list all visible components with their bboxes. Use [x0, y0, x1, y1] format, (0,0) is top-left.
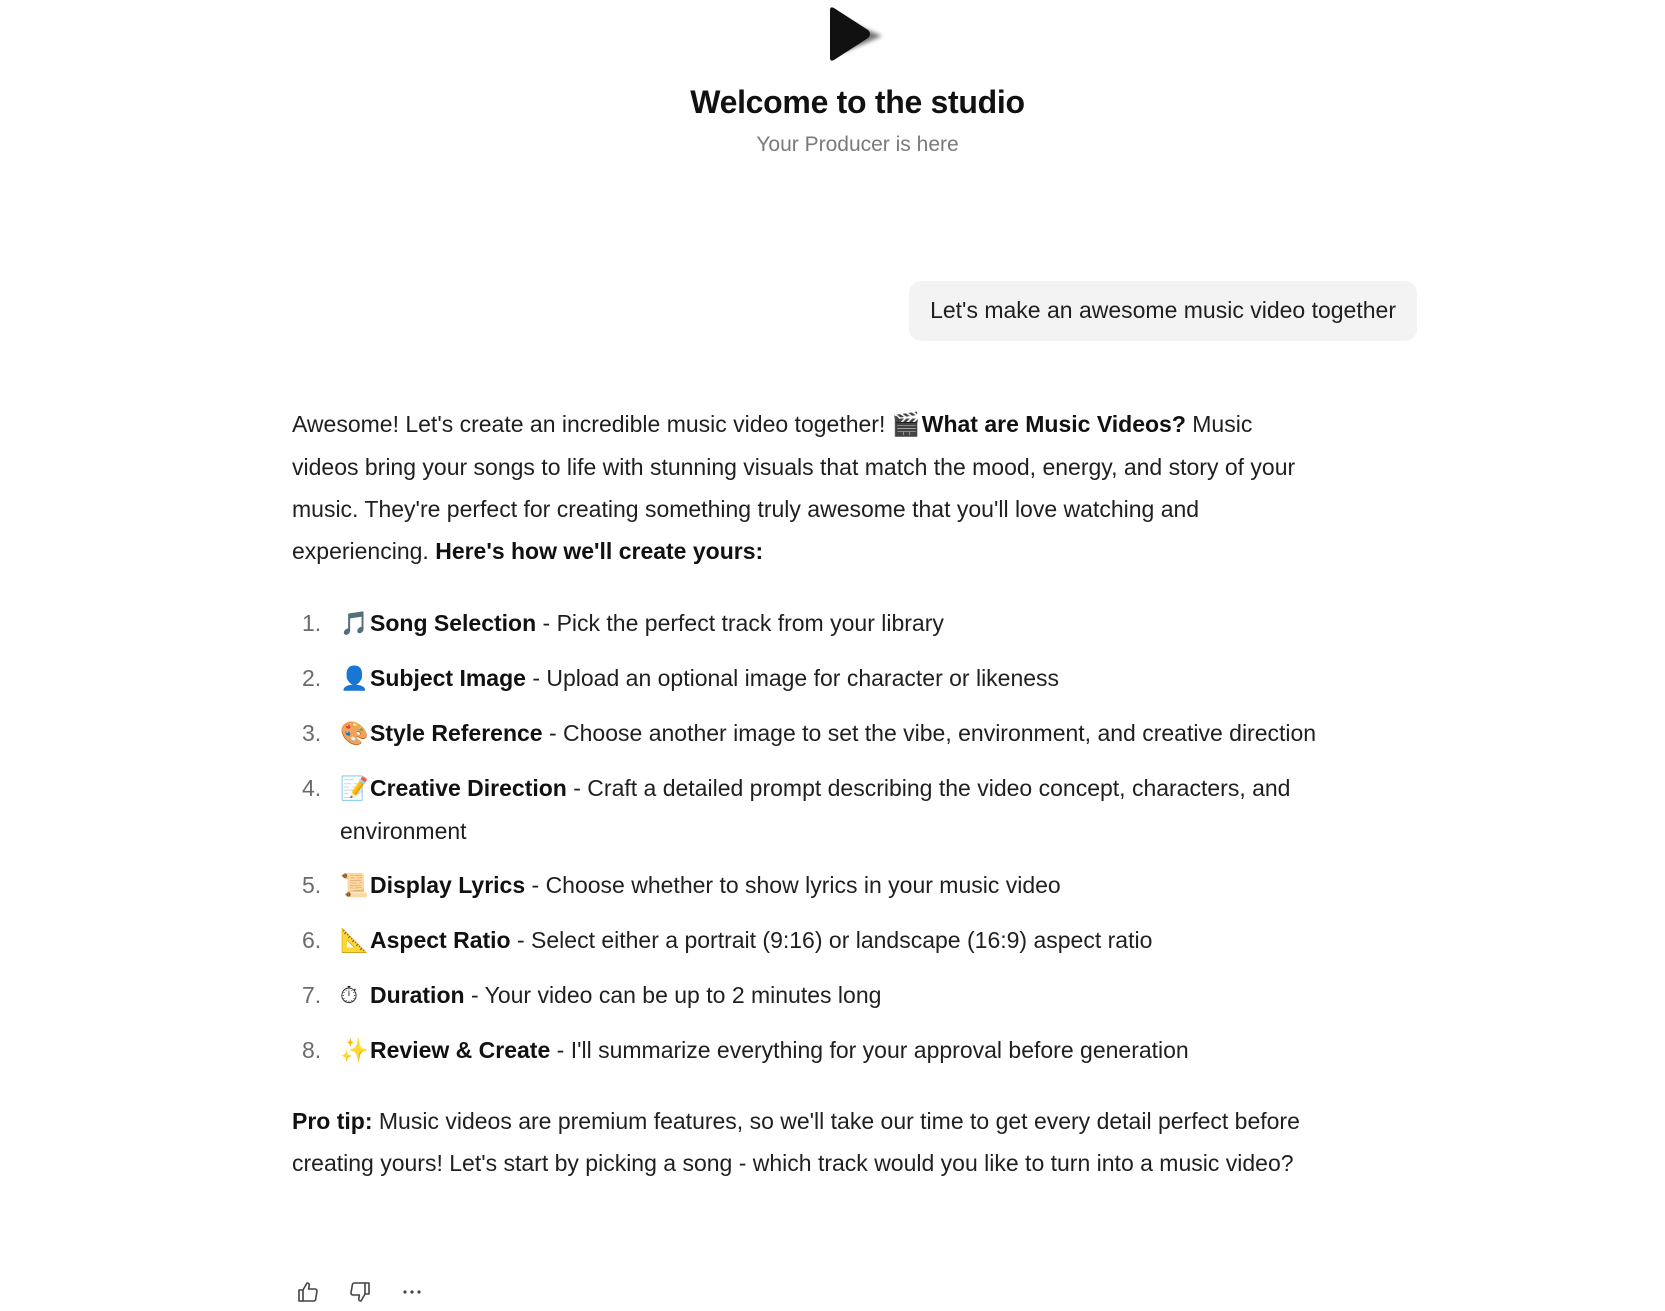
step-description: - Choose whether to show lyrics in your music video: [525, 872, 1061, 898]
step-description: - Your video can be up to 2 minutes long: [464, 982, 882, 1008]
user-message-text: Let's make an awesome music video together: [930, 297, 1396, 323]
step-number: 2.: [302, 665, 322, 691]
step-title: Review & Create: [370, 1037, 551, 1063]
step-title: Song Selection: [370, 610, 537, 636]
studio-logo: [824, 6, 890, 62]
step-number: 4.: [302, 775, 322, 801]
palette-icon: 🎨: [340, 721, 369, 747]
step-description: - Upload an optional image for character or likeness: [525, 665, 1060, 691]
list-item: [292, 712, 1322, 755]
thumbs-up-icon: [296, 1280, 320, 1304]
music-note-icon: 🎵: [340, 611, 369, 637]
pro-tip-label: Pro tip:: [292, 1108, 373, 1134]
intro-heading: What are Music Videos?: [921, 411, 1186, 437]
list-item: [292, 1029, 1322, 1072]
steps-heading: Here's how we'll create yours:: [435, 538, 764, 564]
steps-list: [292, 602, 1322, 1072]
step-number: 1.: [302, 610, 322, 636]
step-title: Display Lyrics: [370, 872, 526, 898]
intro-text: Awesome! Let's create an incredible music video together!: [292, 411, 892, 437]
step-title: Subject Image: [370, 665, 526, 691]
list-item: [292, 864, 1322, 907]
step-number: 6.: [302, 927, 322, 953]
thumbs-down-button[interactable]: [344, 1276, 376, 1308]
more-options-icon: [400, 1280, 424, 1304]
list-item: [292, 767, 1322, 852]
step-number: 5.: [302, 872, 322, 898]
memo-icon: 📝: [340, 776, 369, 802]
assistant-intro-paragraph: [292, 403, 1322, 572]
list-item: [292, 919, 1322, 962]
step-title: Duration: [370, 982, 465, 1008]
step-number: 7.: [302, 982, 322, 1008]
user-message-bubble: [909, 281, 1417, 341]
step-description: - Pick the perfect track from your library: [536, 610, 944, 636]
scroll-icon: 📜: [340, 873, 369, 899]
step-description: - Craft a detailed prompt describing the video concept, characters, and environment: [340, 775, 1291, 844]
thumbs-down-icon: [348, 1280, 372, 1304]
step-description: - I'll summarize everything for your approval before generation: [550, 1037, 1189, 1063]
pro-tip-paragraph: [292, 1100, 1322, 1184]
page-title: Welcome to the studio: [690, 84, 1025, 120]
intro-description: Music videos bring your songs to life with stunning visuals that match the mood, energy, and story of your music. They're perfect for creating something truly awesome that you'll love watching and experiencing.: [292, 411, 1296, 564]
assistant-message: [292, 403, 1322, 1184]
stopwatch-icon: ⏱: [340, 983, 358, 1009]
step-title: Style Reference: [370, 720, 543, 746]
list-item: [292, 974, 1322, 1017]
more-options-button[interactable]: [396, 1276, 428, 1308]
step-number: 3.: [302, 720, 322, 746]
person-silhouette-icon: 👤: [340, 666, 369, 692]
sparkles-icon: ✨: [340, 1038, 369, 1064]
step-description: - Choose another image to set the vibe, environment, and creative direction: [542, 720, 1317, 746]
list-item: [292, 657, 1322, 700]
thumbs-up-button[interactable]: [292, 1276, 324, 1308]
feedback-actions: [292, 1276, 428, 1308]
step-title: Aspect Ratio: [370, 927, 511, 953]
page-subtitle: Your Producer is here: [756, 133, 959, 156]
clapperboard-icon: 🎬: [891, 412, 921, 438]
step-title: Creative Direction: [370, 775, 567, 801]
list-item: [292, 602, 1322, 645]
step-number: 8.: [302, 1037, 322, 1063]
triangular-ruler-icon: 📐: [340, 928, 369, 954]
step-description: - Select either a portrait (9:16) or landscape (16:9) aspect ratio: [510, 927, 1153, 953]
pro-tip-text: Music videos are premium features, so we'll take our time to get every detail perfect before creating yours! Let's start by picking a song - which track would you like to turn into a music video?: [292, 1108, 1300, 1176]
